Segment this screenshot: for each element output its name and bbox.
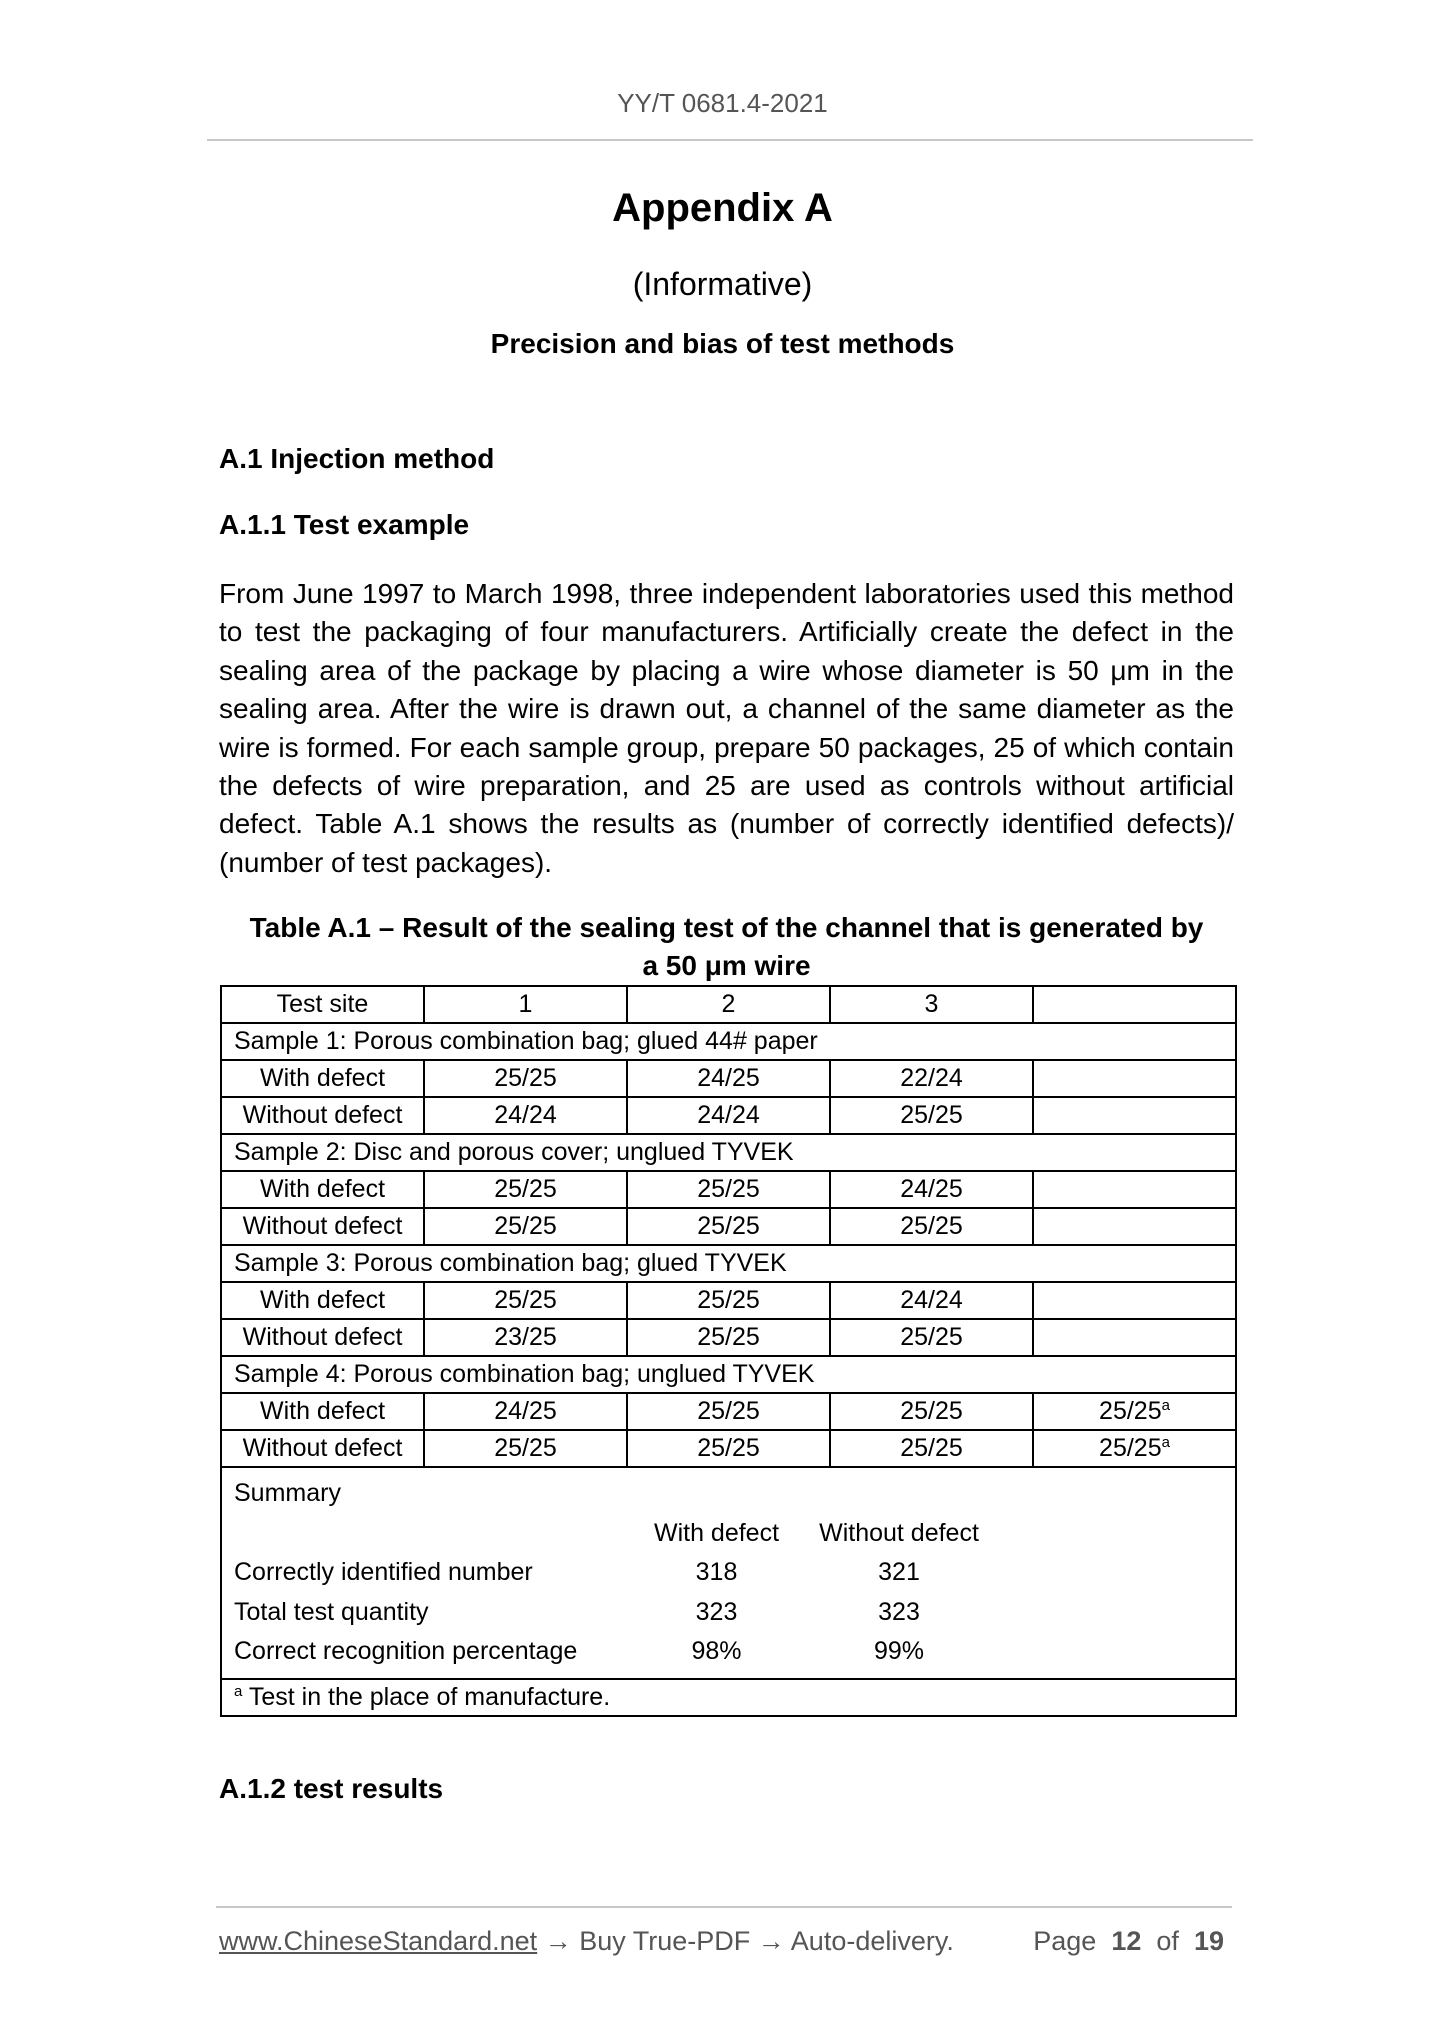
table-cell: 24/24 [627, 1097, 830, 1134]
sample-title: Sample 4: Porous combination bag; unglued TYVEK [221, 1356, 1236, 1393]
row-label: With defect [221, 1282, 424, 1319]
table-row [221, 1430, 1236, 1467]
table-row [221, 1282, 1236, 1319]
summary-title: Summary [234, 1479, 341, 1507]
footnote-mark: a [234, 1682, 243, 1700]
document-code-header: YY/T 0681.4-2021 [617, 88, 828, 118]
table-cell: 23/25 [424, 1319, 627, 1356]
page-current: 12 [1111, 1926, 1142, 1956]
sample-title-row [221, 1023, 1236, 1060]
table-cell: 25/25 [627, 1208, 830, 1245]
results-table [220, 985, 1237, 1717]
appendix-heading: Precision and bias of test methods [490, 328, 955, 359]
table-cell: 25/25 [627, 1282, 830, 1319]
table-cell: 25/25 [830, 1319, 1033, 1356]
summary-row [221, 1467, 1236, 1679]
sample-title-row [221, 1245, 1236, 1282]
summary-grid [234, 1474, 1223, 1672]
table-cell: 22/24 [830, 1060, 1033, 1097]
table-row [221, 1097, 1236, 1134]
delivery-text: Auto-delivery. [790, 1926, 954, 1956]
row-label: Without defect [221, 1208, 424, 1245]
footnote-marker: a [1161, 1397, 1170, 1414]
table-header-row [221, 986, 1236, 1023]
table-row [221, 1208, 1236, 1245]
table-cell: 25/25 [424, 1282, 627, 1319]
section-a1-heading: A.1 Injection method [219, 443, 495, 474]
table-cell: 24/24 [424, 1097, 627, 1134]
sample-title: Sample 1: Porous combination bag; glued 44# paper [221, 1023, 1236, 1060]
table-cell: 25/25 [424, 1171, 627, 1208]
table-cell: 24/24 [830, 1282, 1033, 1319]
table-cell: 24/25 [627, 1060, 830, 1097]
summary-cell [221, 1467, 1236, 1679]
cell-value: 25/25 [1099, 1397, 1162, 1425]
summary-label: Correctly identified number [234, 1558, 533, 1586]
sample-title: Sample 2: Disc and porous cover; unglued TYVEK [221, 1134, 1236, 1171]
page-footer [219, 1926, 1234, 1957]
table-cell: 25/25 [830, 1393, 1033, 1430]
test-example-paragraph: From June 1997 to March 1998, three independent laboratories used this method to test the packaging of four manufacturers. Artificially create the defect in the sealing area of the package by placing a wire whose diameter is 50 μm in the sealing area. After the wire is drawn out, a channel of the same diameter as the wire is formed. For each sample group, prepare 50 packages, 25 of which contain the defects of wire preparation, and 25 are used as controls without artificial defect. Table A.1 shows the results as (number of correctly identified defects)/ (number of test packages). [219, 578, 1234, 878]
table-cell [1033, 1282, 1236, 1319]
table-cell [1033, 1208, 1236, 1245]
appendix-subtitle: (Informative) [632, 266, 813, 302]
page-label: Page [1033, 1926, 1097, 1956]
table-cell: 25/25 [627, 1393, 830, 1430]
table-cell: 25/25 [627, 1430, 830, 1467]
footer-divider [216, 1906, 1232, 1908]
table-cell [1033, 1430, 1236, 1467]
summary-label: Total test quantity [234, 1597, 429, 1626]
row-label: With defect [221, 1171, 424, 1208]
table-cell: 24/25 [830, 1171, 1033, 1208]
footnote-row [221, 1679, 1236, 1716]
appendix-title: Appendix A [612, 186, 833, 230]
table-cell: 25/25 [830, 1208, 1033, 1245]
page-total: 19 [1193, 1926, 1224, 1956]
summary-value: 98% [691, 1637, 742, 1665]
table-cell: 25/25 [830, 1430, 1033, 1467]
buy-text: Buy True-PDF [579, 1926, 751, 1956]
header-cell [1033, 986, 1236, 1023]
table-cell [1033, 1171, 1236, 1208]
table-cell: 25/25 [627, 1171, 830, 1208]
header-cell: 3 [830, 986, 1033, 1023]
footnote-marker: a [1161, 1434, 1170, 1451]
table-cell: 25/25 [627, 1319, 830, 1356]
row-label: With defect [221, 1060, 424, 1097]
table-cell: 25/25 [830, 1097, 1033, 1134]
header-cell: 1 [424, 986, 627, 1023]
arrow-right-icon: → [757, 1926, 785, 1956]
table-cell: 24/25 [424, 1393, 627, 1430]
section-a12-heading: A.1.2 test results [219, 1773, 444, 1804]
sample-title: Sample 3: Porous combination bag; glued TYVEK [221, 1245, 1236, 1282]
summary-value: 323 [695, 1597, 738, 1626]
header-divider [207, 139, 1253, 141]
table-cell [1033, 1319, 1236, 1356]
summary-value: 318 [695, 1558, 738, 1586]
table-cell: 25/25 [424, 1060, 627, 1097]
table-row [221, 1060, 1236, 1097]
website-link[interactable]: www.ChineseStandard.net [219, 1926, 538, 1956]
sample-title-row [221, 1134, 1236, 1171]
summary-col-with: With defect [653, 1518, 780, 1547]
table-caption [219, 909, 1234, 985]
row-label: Without defect [221, 1430, 424, 1467]
row-label: With defect [221, 1393, 424, 1430]
footnote-text: Test in the place of manufacture. [248, 1682, 611, 1711]
summary-col-without: Without defect [819, 1518, 979, 1547]
table-cell: 25/25 [424, 1430, 627, 1467]
table-caption-line2: a 50 μm wire [642, 950, 811, 981]
table-cell: 25/25 [424, 1208, 627, 1245]
table-row [221, 1319, 1236, 1356]
cell-value: 25/25 [1099, 1434, 1162, 1462]
section-a11-heading: A.1.1 Test example [219, 509, 470, 540]
summary-value: 321 [878, 1558, 920, 1586]
summary-value: 99% [873, 1637, 925, 1665]
row-label: Without defect [221, 1319, 424, 1356]
summary-label: Correct recognition percentage [234, 1637, 578, 1665]
table-cell [1033, 1060, 1236, 1097]
summary-value: 323 [878, 1597, 920, 1626]
sample-title-row [221, 1356, 1236, 1393]
header-cell: 2 [627, 986, 830, 1023]
table-cell [1033, 1393, 1236, 1430]
arrow-right-icon: → [544, 1926, 572, 1956]
page-number [1033, 1926, 1224, 1957]
footnote-cell [221, 1679, 1236, 1716]
table-row [221, 1171, 1236, 1208]
table-row [221, 1393, 1236, 1430]
table-cell [1033, 1097, 1236, 1134]
header-cell: Test site [221, 986, 424, 1023]
table-caption-line1: Table A.1 – Result of the sealing test of the channel that is generated by [249, 912, 1204, 943]
row-label: Without defect [221, 1097, 424, 1134]
page-of-label: of [1156, 1926, 1179, 1956]
